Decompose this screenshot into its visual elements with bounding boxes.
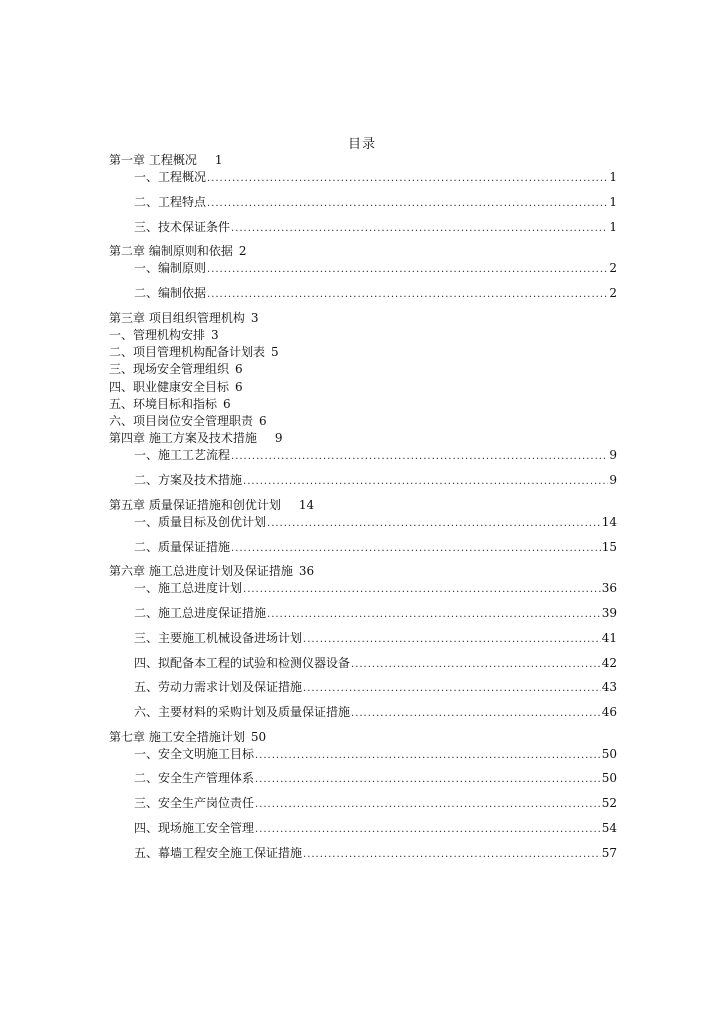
- toc-page-number: 46: [601, 704, 617, 719]
- toc-page-number: 54: [601, 820, 617, 835]
- toc-entry-text: 第六章 施工总进度计划及保证措施: [109, 564, 293, 579]
- toc-entry-text: 一、编制原则: [134, 261, 207, 276]
- dot-leader: [231, 220, 608, 237]
- toc-page-number: 39: [601, 606, 617, 621]
- dot-leader: [231, 540, 601, 557]
- toc-page-number: 57: [601, 845, 617, 860]
- toc-entry-text: 一、施工工艺流程: [134, 448, 231, 463]
- toc-page-number: 36: [601, 581, 617, 596]
- toc-entry-text: 四、职业健康安全目标: [109, 379, 230, 394]
- toc-entry-text: 六、项目岗位安全管理职责: [109, 413, 254, 428]
- toc-entry-text: 四、现场施工安全管理: [134, 820, 255, 835]
- toc-page-number: 14: [298, 497, 315, 512]
- toc-entry-text: 三、主要施工机械设备进场计划: [134, 630, 303, 645]
- dot-leader: [303, 631, 601, 648]
- toc-section-entry: [109, 396, 617, 413]
- dot-leader: [243, 473, 608, 490]
- toc-sub-entry: [109, 472, 617, 497]
- toc-sub-entry: [109, 630, 617, 655]
- toc-page-number: 1: [214, 153, 223, 167]
- toc-chapter-entry: [109, 310, 617, 327]
- toc-entry-text: 一、安全文明施工目标: [134, 746, 255, 761]
- toc-entry-text: 一、质量目标及创优计划: [134, 514, 267, 529]
- toc-entry-text: 二、质量保证措施: [134, 539, 231, 554]
- dot-leader: [207, 170, 608, 187]
- dot-leader: [243, 581, 601, 598]
- toc-page-number: 50: [601, 746, 617, 761]
- dot-leader: [303, 846, 601, 863]
- toc-section-entry: [109, 379, 617, 396]
- dot-leader: [207, 195, 608, 212]
- toc-entry-text: 一、施工总进度计划: [134, 581, 243, 596]
- toc-entry-text: 五、劳动力需求计划及保证措施: [134, 680, 303, 695]
- toc-section-entry: [109, 361, 617, 378]
- dot-leader: [267, 515, 601, 532]
- toc-entry-text: 第二章 编制原则和依据: [109, 244, 233, 259]
- toc-entry-text: 一、工程概况: [134, 170, 207, 185]
- toc-entry-text: 二、编制依据: [134, 286, 207, 301]
- toc-sub-entry: [109, 770, 617, 795]
- toc-sub-entry: [109, 820, 617, 845]
- toc-page-number: 9: [274, 431, 283, 446]
- toc-sub-entry: [109, 580, 617, 605]
- toc-entry-text: 三、现场安全管理组织: [109, 362, 230, 377]
- table-of-contents: [109, 152, 617, 869]
- toc-page-number: 2: [609, 261, 617, 276]
- toc-section-entry: [109, 327, 617, 344]
- toc-page-number: 6: [259, 413, 267, 428]
- toc-page-number: 1: [609, 194, 617, 209]
- toc-chapter-entry: [109, 729, 617, 746]
- toc-chapter-entry: [109, 497, 617, 514]
- toc-chapter-entry: [109, 152, 617, 169]
- toc-sub-entry: [109, 219, 617, 244]
- toc-chapter-entry: [109, 243, 617, 260]
- dot-leader: [351, 705, 601, 722]
- dot-leader: [351, 656, 601, 673]
- toc-section-entry: [109, 413, 617, 430]
- toc-page-number: 6: [235, 362, 243, 377]
- toc-page-number: 41: [601, 630, 617, 645]
- toc-page-number: 1: [609, 170, 617, 185]
- toc-page-number: 6: [223, 396, 231, 411]
- toc-sub-entry: [109, 285, 617, 310]
- toc-page-number: 1: [609, 219, 617, 234]
- toc-sub-entry: [109, 795, 617, 820]
- toc-sub-entry: [109, 679, 617, 704]
- dot-leader: [267, 606, 601, 623]
- toc-sub-entry: [109, 655, 617, 680]
- toc-entry-text: 六、主要材料的采购计划及质量保证措施: [134, 704, 351, 719]
- toc-title: 目录: [347, 137, 376, 152]
- toc-entry-text: 第一章 工程概况: [109, 153, 197, 167]
- toc-sub-entry: [109, 605, 617, 630]
- toc-entry-text: 二、施工总进度保证措施: [134, 606, 267, 621]
- toc-entry-text: 第七章 施工安全措施计划: [109, 729, 245, 744]
- toc-chapter-entry: [109, 563, 617, 580]
- dot-leader: [255, 771, 601, 788]
- dot-leader: [255, 747, 601, 764]
- toc-page-number: 43: [601, 680, 617, 695]
- toc-sub-entry: [109, 746, 617, 771]
- toc-page-number: 9: [609, 473, 617, 487]
- dot-leader: [231, 448, 608, 465]
- toc-page-number: 6: [235, 379, 243, 394]
- toc-page-number: 2: [238, 244, 247, 259]
- toc-section-entry: [109, 344, 617, 361]
- toc-entry-text: 二、项目管理机构配备计划表: [109, 345, 266, 360]
- toc-page-number: 50: [250, 729, 267, 744]
- toc-sub-entry: [109, 447, 617, 472]
- toc-page-number: 52: [601, 796, 617, 811]
- toc-entry-text: 二、安全生产管理体系: [134, 771, 255, 786]
- toc-entry-text: 四、拟配备本工程的试验和检测仪器设备: [134, 655, 351, 670]
- toc-page-number: 50: [601, 771, 617, 786]
- toc-page-number: 2: [609, 286, 617, 301]
- toc-page-number: 14: [601, 514, 617, 529]
- dot-leader: [255, 821, 601, 838]
- toc-chapter-entry: [109, 430, 617, 447]
- toc-entry-text: 五、环境目标和指标: [109, 396, 218, 411]
- toc-entry-text: 第五章 质量保证措施和创优计划: [109, 497, 281, 512]
- toc-sub-entry: [109, 514, 617, 539]
- toc-page-number: 3: [250, 310, 259, 325]
- toc-sub-entry: [109, 704, 617, 729]
- toc-page-number: 42: [601, 655, 617, 670]
- toc-entry-text: 二、工程特点: [134, 194, 207, 209]
- toc-page-number: 15: [601, 539, 617, 554]
- toc-sub-entry: [109, 845, 617, 870]
- toc-page-number: 3: [211, 328, 219, 342]
- toc-entry-text: 一、管理机构安排: [109, 328, 206, 342]
- toc-page-number: 36: [298, 564, 315, 579]
- toc-entry-text: 三、技术保证条件: [134, 219, 231, 234]
- dot-leader: [207, 286, 608, 303]
- toc-sub-entry: [109, 260, 617, 285]
- toc-sub-entry: [109, 539, 617, 564]
- toc-entry-text: 二、方案及技术措施: [134, 473, 243, 487]
- dot-leader: [255, 796, 601, 813]
- toc-entry-text: 三、安全生产岗位责任: [134, 796, 255, 811]
- toc-page-number: 9: [609, 448, 617, 463]
- toc-sub-entry: [109, 169, 617, 194]
- toc-entry-text: 第三章 项目组织管理机构: [109, 310, 245, 325]
- dot-leader: [303, 680, 601, 697]
- toc-entry-text: 五、幕墙工程安全施工保证措施: [134, 845, 303, 860]
- toc-page-number: 5: [271, 345, 279, 360]
- toc-sub-entry: [109, 194, 617, 219]
- toc-entry-text: 第四章 施工方案及技术措施: [109, 431, 257, 446]
- dot-leader: [207, 261, 608, 278]
